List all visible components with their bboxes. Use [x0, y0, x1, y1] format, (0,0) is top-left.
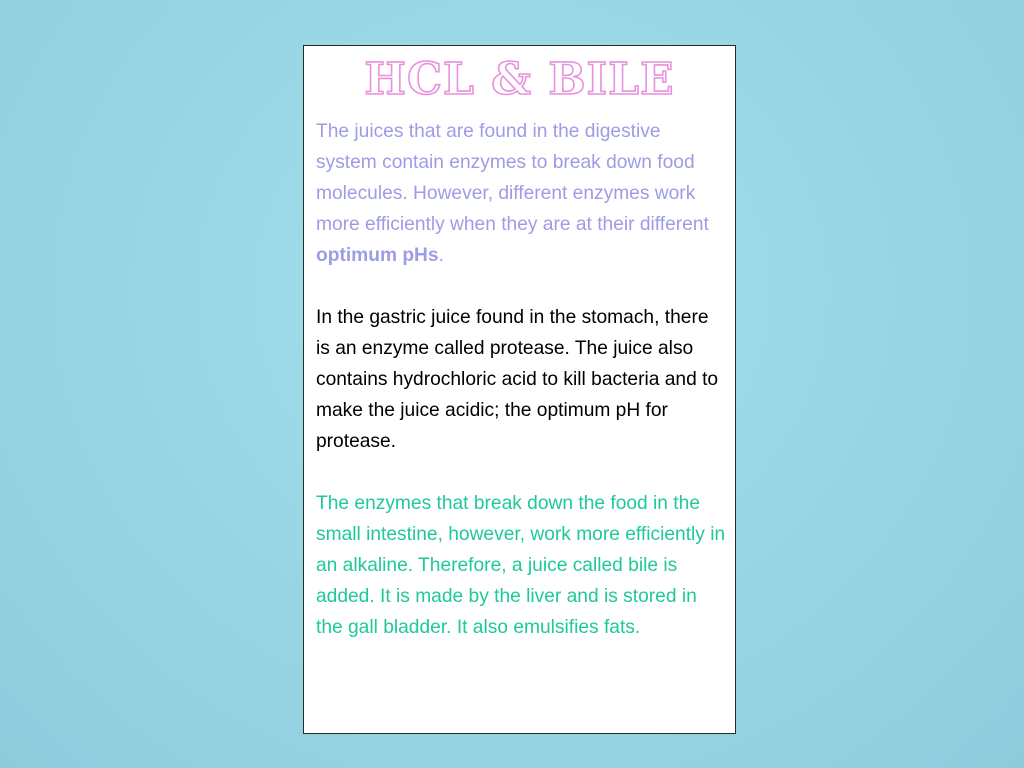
slide-body	[316, 116, 726, 674]
paragraph-digestive-juices	[316, 116, 726, 271]
paragraph-digestive-juices-text: The juices that are found in the digestive system contain enzymes to break down food molecules. However, different enzymes work more efficiently when they are at their different	[316, 121, 709, 235]
paragraph-gastric-juice: In the gastric juice found in the stomach, there is an enzyme called protease. The juice also contains hydrochloric acid to kill bacteria and to make the juice acidic; the optimum pH for protease.	[316, 307, 719, 452]
slide-title: HCL & BILE	[364, 54, 675, 105]
paragraph-bile: The enzymes that break down the food in the small intestine, however, work more efficiently in an alkaline. Therefore, a juice called bile is added. It is made by the liver and is stored in the gall bladder. It also emulsifies fats.	[316, 493, 726, 638]
content-card	[303, 45, 736, 734]
optimum-ph-highlight: optimum pHs	[316, 245, 439, 266]
paragraph-digestive-juices-end: .	[438, 245, 444, 266]
